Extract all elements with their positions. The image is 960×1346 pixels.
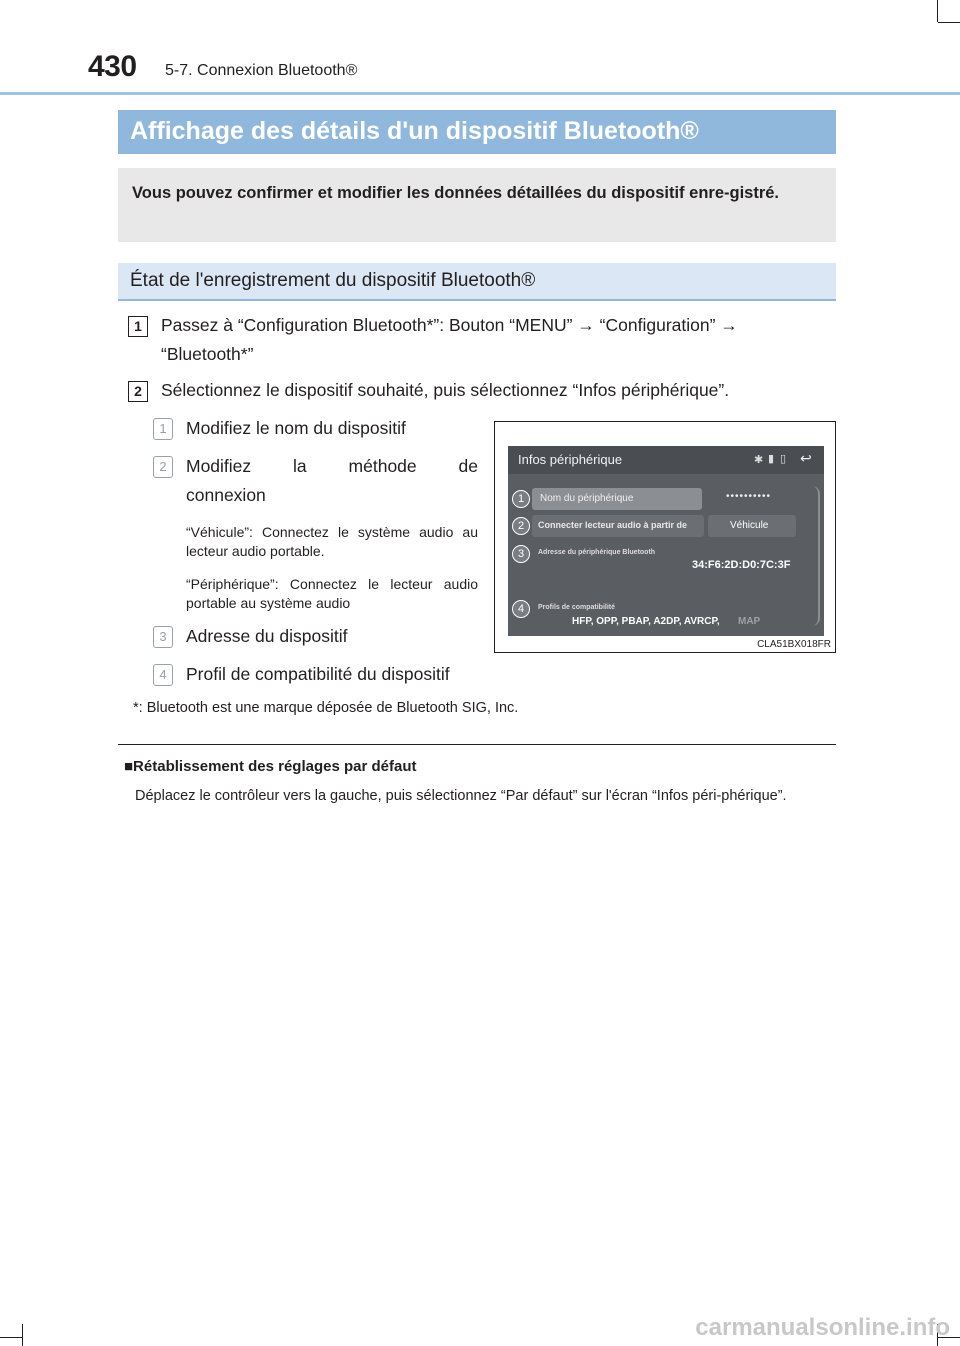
- device-name-row[interactable]: [532, 488, 702, 510]
- intro-box: [118, 168, 836, 242]
- footnote: *: Bluetooth est une marque déposée de Bluetooth SIG, Inc.: [133, 700, 519, 716]
- subheading: État de l'enregistrement du dispositif Bluetooth®: [130, 270, 536, 291]
- section-title: 5-7. Connexion Bluetooth®: [165, 62, 358, 79]
- device-name-value: ••••••••••: [726, 491, 772, 502]
- callout-badge-1: 1: [512, 490, 530, 508]
- bluetooth-icon: ✱: [754, 454, 764, 466]
- step-number: 2: [128, 381, 148, 402]
- crop-mark: [22, 1324, 23, 1346]
- item-text: Adresse du dispositif: [186, 626, 348, 646]
- callout-number: 4: [153, 664, 173, 686]
- callout-badge-4: 4: [512, 600, 530, 618]
- callout-badge-2: 2: [512, 517, 530, 535]
- step-text: Passez à “Configuration Bluetooth*”: Bouton “MENU” → “Configuration” →: [161, 315, 738, 335]
- connect-value-button[interactable]: [708, 515, 796, 537]
- page-title: Affichage des détails d'un dispositif Bluetooth®: [130, 117, 699, 145]
- connect-label: Connecter lecteur audio à partir de: [538, 520, 688, 530]
- item-text: Modifiez la méthode de: [186, 456, 478, 476]
- reset-heading: ■Rétablissement des réglages par défaut: [124, 758, 417, 775]
- watermark: carmanualsonline.info: [695, 1314, 950, 1341]
- note-vehicule: “Véhicule”: Connectez le système audio au lecteur audio portable.: [186, 524, 478, 559]
- address-label: Adresse du périphérique Bluetooth: [538, 549, 656, 556]
- callout-number: 3: [153, 626, 173, 648]
- reset-body: Déplacez le contrôleur vers la gauche, puis sélectionnez “Par défaut” sur l'écran “Infos péri-phérique”.: [135, 788, 787, 804]
- device-info-screen: [508, 446, 824, 636]
- screen-header: [508, 446, 824, 474]
- signal-icon: ▮: [768, 453, 775, 465]
- step-text: Sélectionnez le dispositif souhaité, puis sélectionnez “Infos périphérique”.: [161, 380, 730, 400]
- profiles-value: HFP, OPP, PBAP, A2DP, AVRCP,: [572, 616, 720, 627]
- figure-code: CLA51BX018FR: [757, 639, 831, 650]
- item-text: Modifiez le nom du dispositif: [186, 418, 406, 438]
- callout-number: 2: [153, 456, 173, 478]
- device-name-label: Nom du périphérique: [540, 493, 634, 504]
- back-icon[interactable]: ↩: [800, 450, 812, 466]
- address-value: 34:F6:2D:D0:7C:3F: [692, 559, 791, 571]
- battery-icon: ▯: [780, 453, 787, 465]
- profiles-label: Profils de compatibilité: [538, 604, 616, 611]
- callout-number: 1: [153, 418, 173, 440]
- scrollbar[interactable]: [812, 486, 820, 626]
- page-number: 430: [88, 50, 137, 83]
- crop-mark: [938, 22, 960, 23]
- step-number: 1: [128, 316, 148, 337]
- crop-mark: [937, 0, 938, 22]
- item-text-continued: connexion: [186, 485, 266, 505]
- crop-mark: [0, 1337, 22, 1338]
- divider: [118, 744, 836, 745]
- subheading-bar: [118, 263, 836, 301]
- title-bar: [118, 110, 836, 154]
- connect-value: Véhicule: [730, 520, 769, 531]
- callout-badge-3: 3: [512, 545, 530, 563]
- note-peripherique: “Périphérique”: Connectez le lecteur audio portable au système audio: [186, 576, 478, 611]
- screen-figure: [494, 421, 836, 653]
- header-rule: [0, 92, 960, 95]
- screen-title: Infos périphérique: [518, 452, 623, 467]
- connect-row[interactable]: [532, 515, 704, 537]
- intro-text: Vous pouvez confirmer et modifier les données détaillées du dispositif enre-gistré.: [132, 184, 780, 202]
- step-text-continued: “Bluetooth*”: [161, 344, 254, 364]
- item-text: Profil de compatibilité du dispositif: [186, 664, 450, 684]
- profiles-disabled: MAP: [738, 616, 761, 627]
